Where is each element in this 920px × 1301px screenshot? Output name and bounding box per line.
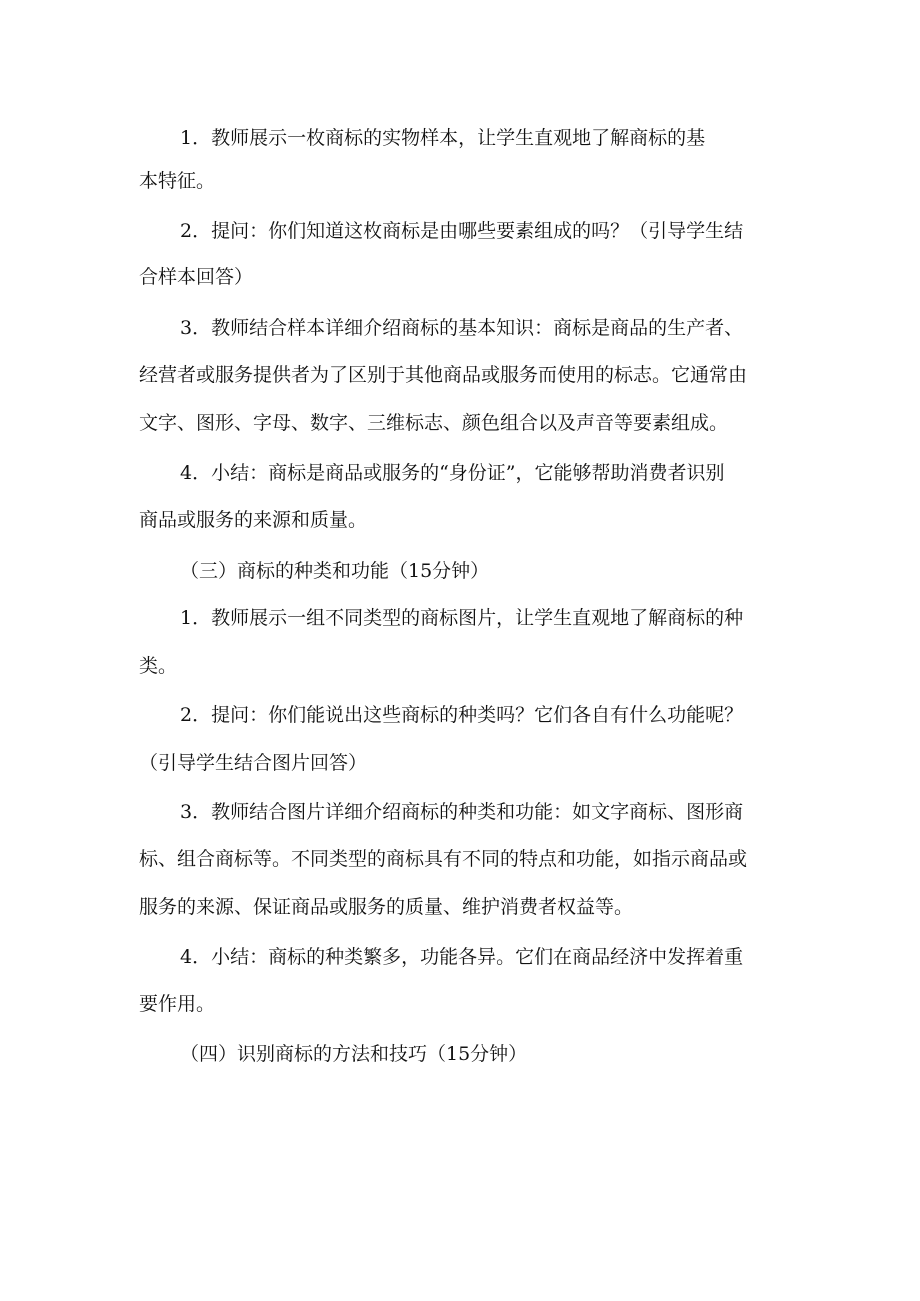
- paragraph-3-line-2: 经营者或服务提供者为了区别于其他商品或服务而使用的标志。它通常由: [139, 364, 748, 386]
- paragraph-2-line-2: 合样本回答）: [139, 266, 254, 288]
- paragraph-5-line-2: 类。: [139, 655, 178, 677]
- paragraph-7-line-3: 服务的来源、保证商品或服务的质量、维护消费者权益等。: [139, 896, 634, 918]
- paragraph-3-line-1: 3．教师结合样本详细介绍商标的基本知识：商标是商品的生产者、: [180, 317, 744, 339]
- paragraph-6-line-1: 2．提问：你们能说出这些商标的种类吗？它们各自有什么功能呢？: [180, 704, 744, 726]
- paragraph-7-line-1: 3．教师结合图片详细介绍商标的种类和功能：如文字商标、图形商: [180, 801, 744, 823]
- paragraph-8-line-1: 4．小结：商标的种类繁多，功能各异。它们在商品经济中发挥着重: [180, 946, 744, 968]
- paragraph-3-line-3: 文字、图形、字母、数字、三维标志、颜色组合以及声音等要素组成。: [139, 412, 729, 434]
- paragraph-1-line-2: 本特征。: [139, 170, 216, 192]
- paragraph-4-line-1: 4．小结：商标是商品或服务的“身份证”，它能够帮助消费者识别: [180, 462, 725, 484]
- section-heading-4: （四）识别商标的方法和技巧（15分钟）: [180, 1043, 528, 1065]
- paragraph-7-line-2: 标、组合商标等。不同类型的商标具有不同的特点和功能，如指示商品或: [139, 848, 748, 870]
- paragraph-2-line-1: 2．提问：你们知道这枚商标是由哪些要素组成的吗？（引导学生结: [180, 220, 744, 242]
- paragraph-8-line-2: 要作用。: [139, 993, 216, 1015]
- paragraph-4-line-2: 商品或服务的来源和质量。: [139, 509, 368, 531]
- section-heading-3: （三）商标的种类和功能（15分钟）: [180, 560, 490, 582]
- paragraph-5-line-1: 1．教师展示一组不同类型的商标图片，让学生直观地了解商标的种: [180, 607, 744, 629]
- paragraph-6-line-2: （引导学生结合图片回答）: [139, 752, 368, 774]
- paragraph-1-line-1: 1．教师展示一枚商标的实物样本，让学生直观地了解商标的基: [180, 127, 706, 149]
